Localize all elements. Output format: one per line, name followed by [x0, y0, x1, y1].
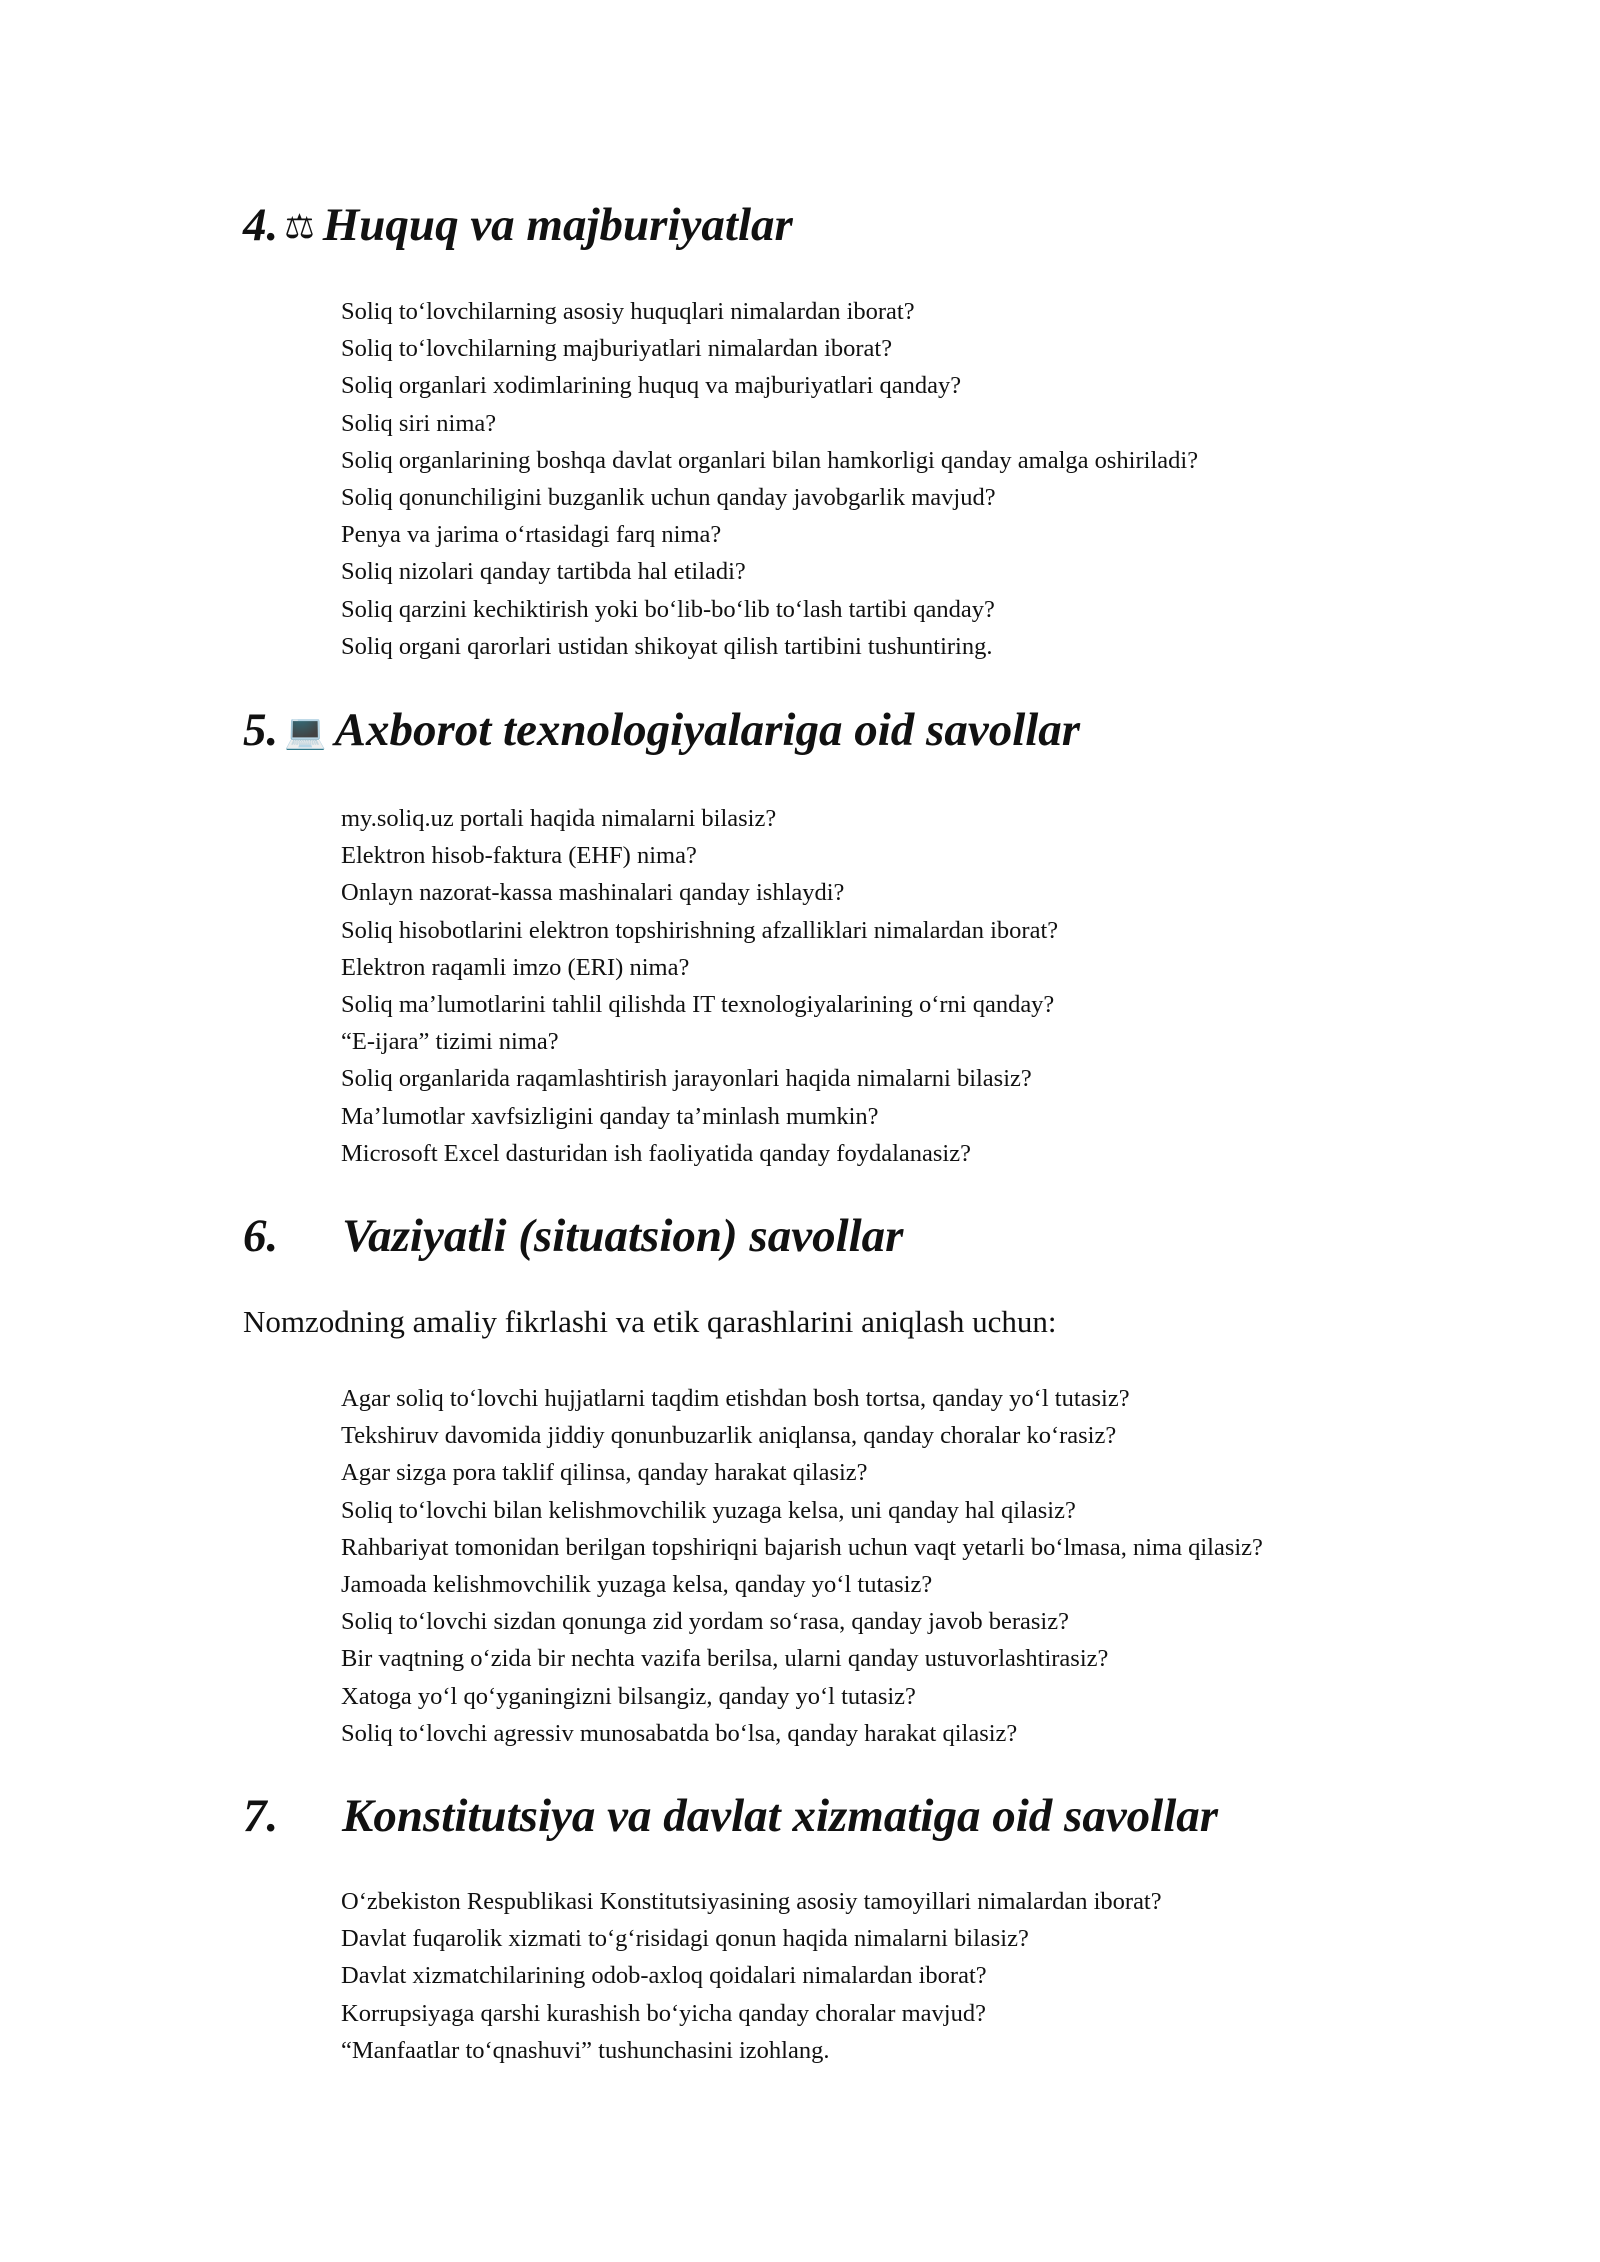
question-text: Soliq qonunchiligini buzganlik uchun qanday javobgarlik mavjud? — [341, 483, 996, 511]
question-text: Bir vaqtning o‘zida bir nechta vazifa berilsa, ularni qanday ustuvorlashtirasiz? — [341, 1645, 1109, 1673]
section-6-heading — [243, 1208, 903, 1264]
question-text: Microsoft Excel dasturidan ish faoliyatida qanday foydalanasiz? — [341, 1139, 971, 1167]
question-text: Ma’lumotlar xavfsizligini qanday ta’minlash mumkin? — [341, 1102, 879, 1130]
question-text: Soliq ma’lumotlarini tahlil qilishda IT texnologiyalarining o‘rni qanday? — [341, 990, 1055, 1018]
section-number: 7. — [243, 1790, 279, 1842]
question-text: Soliq organlari xodimlarining huquq va majburiyatlari qanday? — [341, 372, 962, 400]
question-text: Rahbariyat tomonidan berilgan topshiriqni bajarish uchun vaqt yetarli bo‘lmasa, nima qilasiz? — [341, 1533, 1263, 1561]
question-text: Soliq siri nima? — [341, 409, 497, 437]
question-text: Soliq to‘lovchilarning majburiyatlari nimalardan iborat? — [341, 335, 893, 363]
question-text: Soliq to‘lovchilarning asosiy huquqlari nimalardan iborat? — [341, 298, 915, 325]
question-text: Soliq to‘lovchi agressiv munosabatda bo‘lsa, qanday harakat qilasiz? — [341, 1719, 1018, 1747]
question-text: “E-ijara” tizimi nima? — [341, 1028, 559, 1056]
question-text: Soliq qarzini kechiktirish yoki bo‘lib-bo‘lib to‘lash tartibi qanday? — [341, 595, 995, 623]
question-text: Tekshiruv davomida jiddiy qonunbuzarlik aniqlansa, qanday choralar ko‘rasiz? — [341, 1422, 1117, 1450]
section-4-heading — [243, 197, 793, 255]
section-number: 5. — [243, 704, 279, 756]
question-text: Penya va jarima o‘rtasidagi farq nima? — [341, 521, 722, 549]
question-text: my.soliq.uz portali haqida nimalarni bilasiz? — [341, 805, 777, 832]
question-text: Davlat xizmatchilarining odob-axloq qoidalari nimalardan iborat? — [341, 1962, 987, 1990]
question-text: O‘zbekiston Respublikasi Konstitutsiyasining asosiy tamoyillari nimalardan iborat? — [341, 1888, 1162, 1915]
question-text: Agar sizga pora taklif qilinsa, qanday harakat qilasiz? — [341, 1459, 868, 1487]
question-text: Soliq nizolari qanday tartibda hal etiladi? — [341, 558, 746, 586]
question-text: Elektron hisob-faktura (EHF) nima? — [341, 842, 697, 870]
scales-icon: ⚖ — [284, 207, 315, 247]
question-text: Davlat fuqarolik xizmati to‘g‘risidagi qonun haqida nimalarni bilasiz? — [341, 1925, 1029, 1953]
question-text: Elektron raqamli imzo (ERI) nima? — [341, 953, 690, 981]
section-6-intro: Nomzodning amaliy fikrlashi va etik qarashlarini aniqlash uchun: — [243, 1304, 1057, 1339]
section-title: Axborot texnologiyalariga oid savollar — [334, 704, 1081, 756]
section-number: 6. — [243, 1210, 279, 1262]
question-text: Soliq to‘lovchi sizdan qonunga zid yordam so‘rasa, qanday javob berasiz? — [341, 1608, 1069, 1636]
question-text: Soliq to‘lovchi bilan kelishmovchilik yuzaga kelsa, uni qanday hal qilasiz? — [341, 1496, 1076, 1524]
question-text: Agar soliq to‘lovchi hujjatlarni taqdim etishdan bosh tortsa, qanday yo‘l tutasiz? — [341, 1385, 1130, 1412]
question-text: Soliq organlarida raqamlashtirish jarayonlari haqida nimalarni bilasiz? — [341, 1065, 1032, 1093]
section-5-heading — [243, 702, 1080, 760]
question-text: Soliq hisobotlarini elektron topshirishning afzalliklari nimalardan iborat? — [341, 916, 1059, 944]
section-7-heading — [243, 1788, 1218, 1844]
question-text: Xatoga yo‘l qo‘yganingizni bilsangiz, qanday yo‘l tutasiz? — [341, 1682, 916, 1710]
question-text: Jamoada kelishmovchilik yuzaga kelsa, qanday yo‘l tutasiz? — [341, 1570, 933, 1598]
question-text: Onlayn nazorat-kassa mashinalari qanday ishlaydi? — [341, 879, 845, 907]
section-number: 4. — [243, 199, 279, 251]
question-text: Soliq organi qarorlari ustidan shikoyat qilish tartibini tushuntiring. — [341, 632, 993, 660]
computer-icon: 💻 — [284, 712, 327, 752]
question-text: Soliq organlarining boshqa davlat organlari bilan hamkorligi qanday amalga oshiriladi? — [341, 446, 1199, 474]
section-title: Huquq va majburiyatlar — [322, 199, 793, 251]
question-text: Korrupsiyaga qarshi kurashish bo‘yicha qanday choralar mavjud? — [341, 1999, 986, 2027]
section-title: Vaziyatli (situatsion) savollar — [342, 1210, 904, 1262]
section-title: Konstitutsiya va davlat xizmatiga oid savollar — [342, 1790, 1219, 1842]
question-text: “Manfaatlar to‘qnashuvi” tushunchasini izohlang. — [341, 2036, 830, 2064]
